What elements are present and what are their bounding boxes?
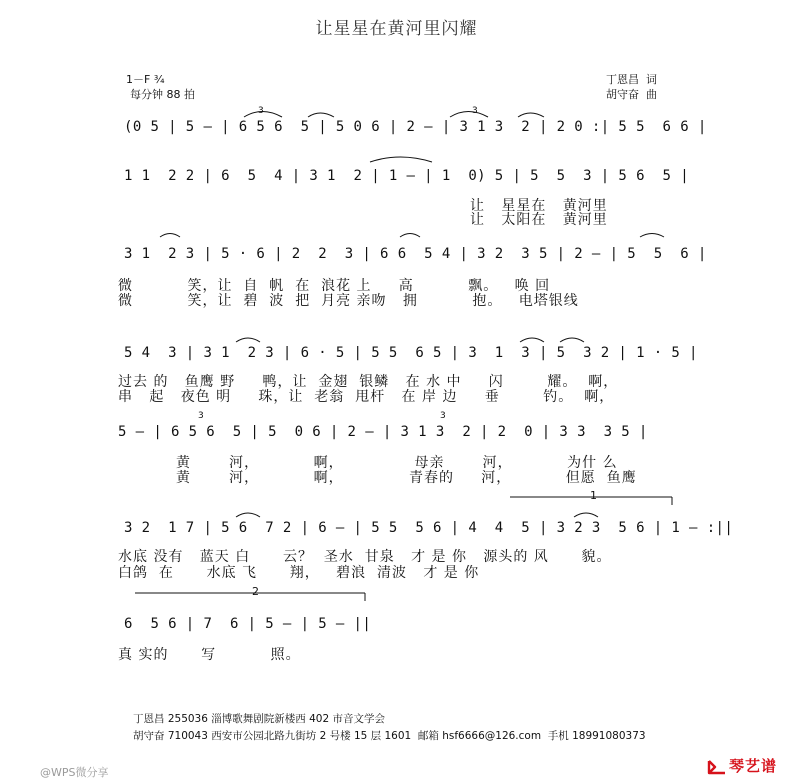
- lyric-line: 黄 河， 啊， 青春的 河， 但愿 鱼鹰: [176, 470, 637, 486]
- lyric-line: 水底 没有 蓝天 白 云？ 圣水 甘泉 才 是 你 源头的 风 貌。: [118, 549, 612, 565]
- lyric-line: 过去 的 鱼鹰 野 鸭，让 金翅 银鳞 在 水 中 闪 耀。 啊，: [118, 374, 619, 390]
- lyric-line: 真 实的 写 照。: [118, 647, 301, 663]
- score-row-3: 3 1 2 3 | 5 · 6 | 2 2 3 | 6 6 5 4 | 3 2 3 5 | 2 — | 5 5 6 |: [124, 246, 707, 262]
- svg-text:3: 3: [472, 106, 478, 116]
- brand-logo[interactable]: [707, 757, 777, 775]
- lyric-line: 让 太阳在 黄河里: [470, 212, 608, 228]
- svg-text:3: 3: [258, 106, 264, 116]
- svg-text:3: 3: [198, 411, 204, 421]
- score-row-6: 3 2 1 7 | 5 6 7 2 | 6 — | 5 5 5 6 | 4 4 5 | 3 2 3 5 6 | 1 — :||: [124, 520, 734, 536]
- piano-icon: [707, 757, 727, 775]
- volta-label-1: 1: [590, 489, 597, 502]
- score-row-1: (0 5 | 5 — | 6 5 6 5 | 5 0 6 | 2 — | 3 1 3 2 | 2 0 :| 5 5 6 6 |: [124, 119, 707, 135]
- lyric-line: 黄 河， 啊， 母亲 河， 为什 么: [176, 455, 618, 471]
- lyric-line: 微 笑，让 自 帆 在 浪花 上 高 飘。 唤 回: [118, 278, 551, 294]
- lyric-line: 白鸽 在 水底 飞 翔， 碧浪 清波 才 是 你: [118, 565, 480, 581]
- score-row-2: 1 1 2 2 | 6 5 4 | 3 1 2 | 1 — | 1 0) 5 | 5 5 3 | 5 6 5 |: [124, 168, 690, 184]
- svg-text:3: 3: [440, 411, 446, 421]
- footer-line: 丁恩昌 255036 淄博歌舞剧院新楼西 402 市音文学会: [133, 713, 385, 725]
- lyric-line: 微 笑，让 碧 波 把 月亮 亲吻 拥 抱。 电塔银线: [118, 293, 579, 309]
- lyric-line: 串 起 夜色 明 珠，让 老翁 甩杆 在 岸 边 垂 钓。 啊，: [118, 389, 615, 405]
- tempo-marking: 每分钟 88 拍: [130, 88, 195, 101]
- footer-line: 胡守奋 710043 西安市公园北路九街坊 2 号楼 15 层 1601 邮箱 hsf6666@126.com 手机 18991080373: [133, 730, 646, 742]
- volta-label-2: 2: [252, 585, 259, 598]
- key-signature: 1－F ¾: [126, 73, 165, 86]
- watermark: @WPS微分享: [40, 766, 109, 779]
- brand-logo-text: 琴艺谱: [729, 756, 778, 775]
- score-row-5: 5 — | 6 5 6 5 | 5 0 6 | 2 — | 3 1 3 2 | 2 0 | 3 3 3 5 |: [118, 424, 648, 440]
- score-row-4: 5 4 3 | 3 1 2 3 | 6 · 5 | 5 5 6 5 | 3 1 3 | 5 3 2 | 1 · 5 |: [124, 345, 698, 361]
- score-row-7: 6 5 6 | 7 6 | 5 — | 5 — ||: [124, 616, 372, 632]
- composer-credit: 胡守奋 曲: [606, 88, 657, 101]
- lyricist-credit: 丁恩昌 词: [606, 73, 657, 86]
- page-title: 让星星在黄河里闪耀: [315, 19, 478, 39]
- lyric-line: 让 星星在 黄河里: [470, 198, 608, 214]
